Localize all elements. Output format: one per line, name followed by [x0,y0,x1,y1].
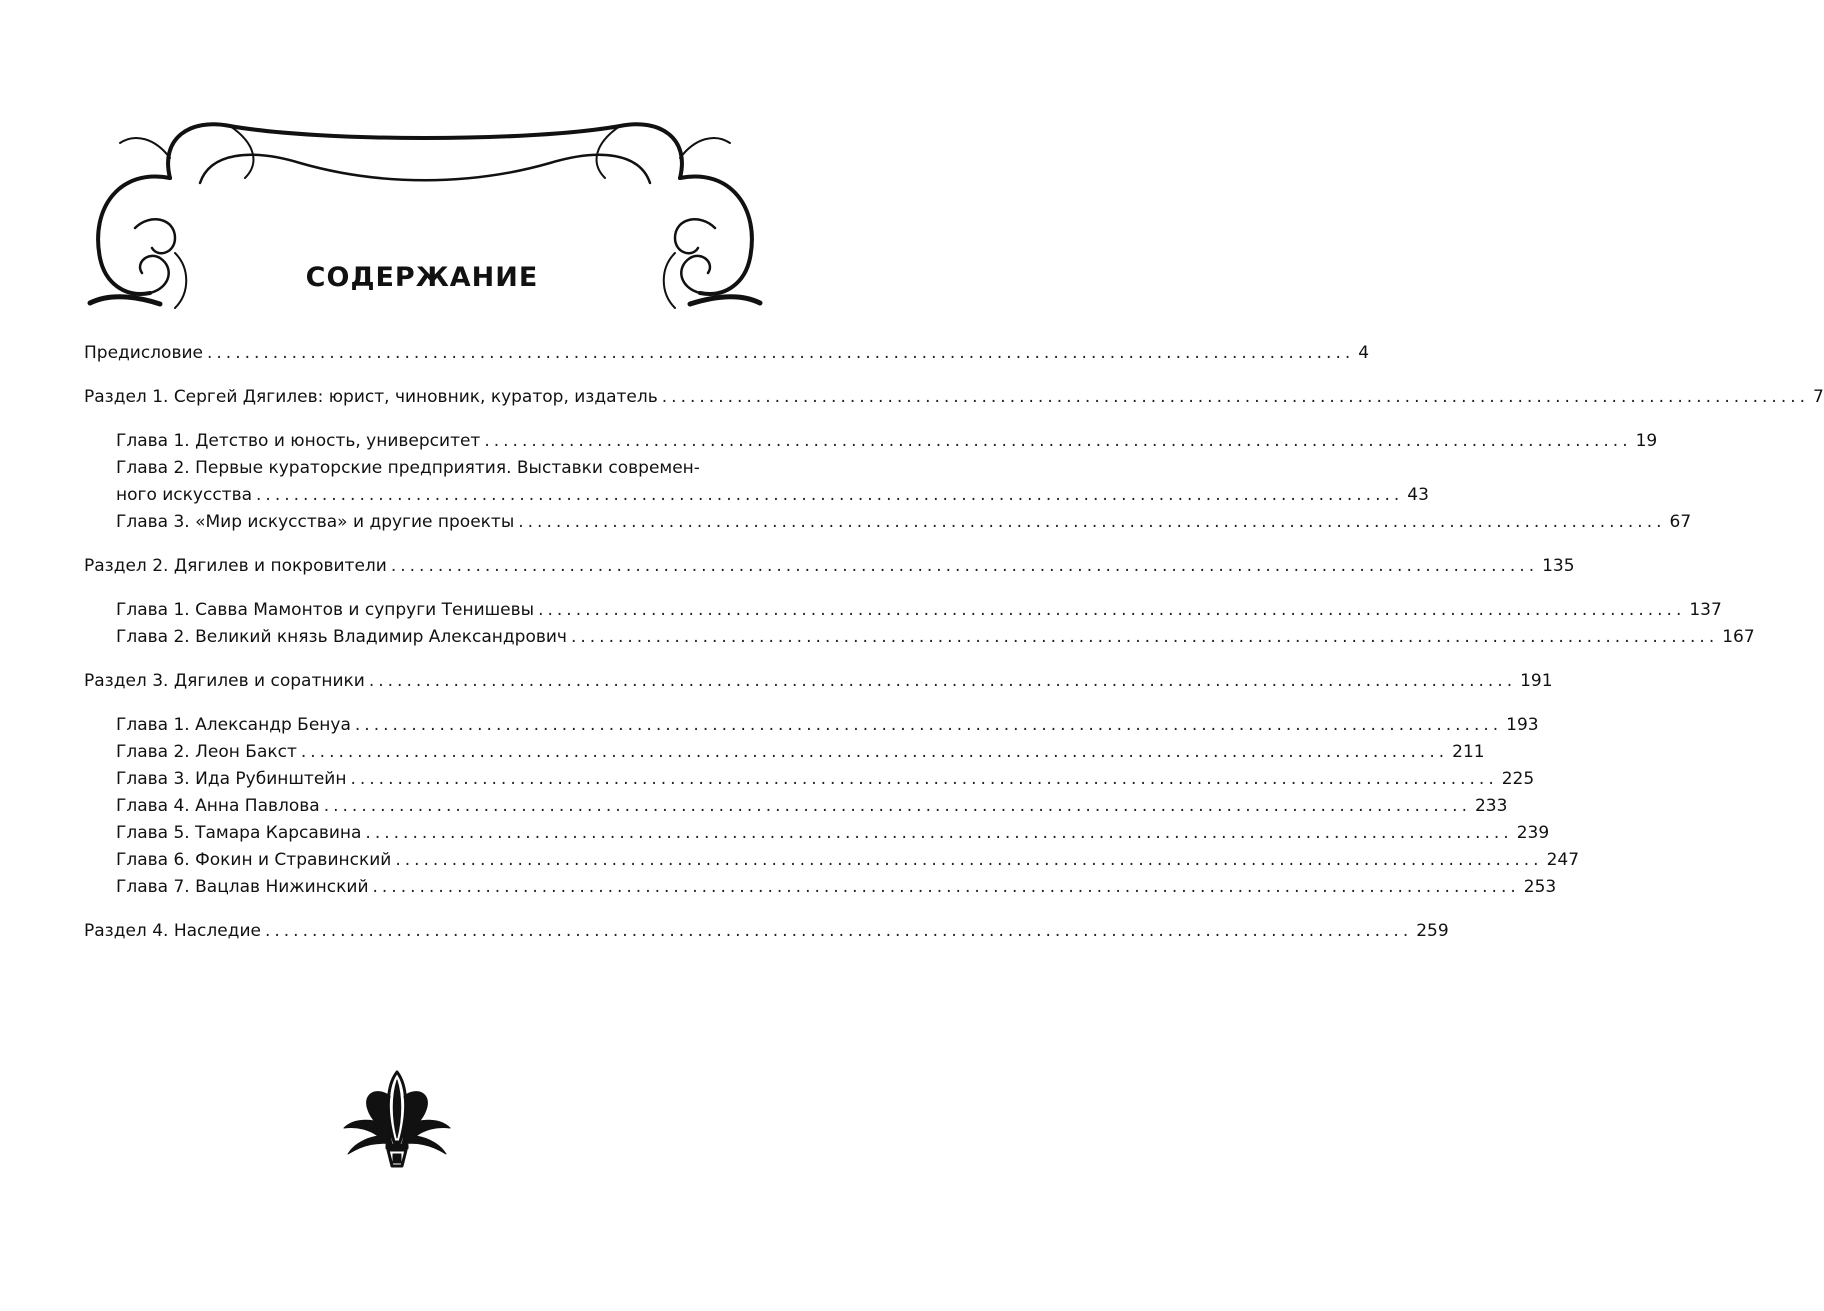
leader-dots: .......................................................................................................................... [256,485,1404,505]
toc-entry-title: Раздел 4. Наследие [84,921,261,941]
leader-dots: .......................................................................................................................... [300,742,1449,762]
toc-entry-title: Глава 1. Александр Бенуа [116,715,351,735]
toc-entry-section-2 [84,553,1575,580]
toc-entry-chapter [84,597,1722,624]
toc-entry-title: Глава 4. Анна Павлова [116,796,320,816]
toc-entry-title-line2: ного искусства [116,485,253,505]
toc-entry-title: Раздел 3. Дягилев и соратники [84,671,365,691]
leader-dots: .......................................................................................................................... [365,823,1513,843]
floral-ornament-icon [338,1066,456,1172]
leader-dots: .......................................................................................................................... [390,556,1539,576]
table-of-contents [84,340,1824,945]
leader-dots: .......................................................................................................................... [354,715,1503,735]
toc-entry-chapter [84,793,1508,820]
toc-entry-chapter [84,482,1429,509]
toc-entry-page: 233 [1474,796,1508,816]
toc-entry-chapter [84,739,1485,766]
toc-entry-page: 43 [1407,485,1429,505]
toc-entry-chapter [84,428,1658,455]
leader-dots: .......................................................................................................................... [206,343,1355,363]
leader-dots: .......................................................................................................................... [395,850,1543,870]
toc-entry-chapter [84,712,1539,739]
toc-entry-page: 19 [1635,431,1658,451]
toc-entry-page: 4 [1358,343,1370,363]
toc-entry-title: Глава 2. Леон Бакст [116,742,297,762]
page-title: СОДЕРЖАНИЕ [305,262,539,293]
toc-entry-chapter [84,847,1580,874]
toc-entry-section-4 [84,918,1449,945]
toc-entry-title: Глава 3. «Мир искусства» и другие проекты [116,512,515,532]
toc-entry-page: 135 [1542,556,1575,576]
toc-entry-page: 7 [1813,387,1824,407]
toc-entry-title: Глава 1. Детство и юность, университет [116,431,481,451]
toc-entry-chapter [84,766,1535,793]
toc-entry-title: Глава 7. Вацлав Нижинский [116,877,369,897]
toc-entry-page: 67 [1669,512,1692,532]
toc-entry-page: 247 [1546,850,1580,870]
leader-dots: .......................................................................................................................... [538,600,1686,620]
toc-entry-section-1 [84,384,1824,411]
leader-dots: .......................................................................................................................... [570,627,1719,647]
toc-entry-page: 253 [1523,877,1557,897]
leader-dots: .......................................................................................................................... [372,877,1520,897]
toc-entry-preface [84,340,1370,367]
toc-entry-title: Глава 2. Великий князь Владимир Александрович [116,627,567,647]
toc-entry-chapter [84,624,1755,651]
toc-entry-page: 259 [1416,921,1449,941]
toc-entry-title: Предисловие [84,343,203,363]
leader-dots: .......................................................................................................................... [661,387,1810,407]
toc-entry-page: 137 [1689,600,1722,620]
toc-entry-title: Раздел 2. Дягилев и покровители [84,556,387,576]
toc-entry-chapter [84,874,1557,901]
toc-entry-page: 239 [1516,823,1550,843]
leader-dots: .......................................................................................................................... [368,671,1517,691]
toc-entry-chapter [84,820,1550,847]
toc-entry-page: 167 [1722,627,1755,647]
toc-entry-chapter [84,509,1692,536]
toc-entry-title: Глава 5. Тамара Карсавина [116,823,362,843]
toc-entry-title: Глава 6. Фокин и Стравинский [116,850,392,870]
toc-entry-title: Раздел 1. Сергей Дягилев: юрист, чиновник, куратор, издатель [84,387,658,407]
leader-dots: .......................................................................................................................... [484,431,1632,451]
toc-entry-page: 225 [1501,769,1535,789]
toc-entry-title: Глава 1. Савва Мамонтов и супруги Тенишевы [116,600,535,620]
toc-entry-page: 191 [1520,671,1553,691]
leader-dots: .......................................................................................................................... [323,796,1471,816]
leader-dots: .......................................................................................................................... [350,769,1498,789]
toc-entry-page: 193 [1506,715,1539,735]
toc-entry-title: Глава 3. Ида Рубинштейн [116,769,347,789]
toc-entry-page: 211 [1452,742,1485,762]
toc-entry-title-line1: Глава 2. Первые кураторские предприятия. Выставки современ- [116,458,700,478]
toc-entry-section-3 [84,668,1553,695]
leader-dots: .......................................................................................................................... [264,921,1413,941]
leader-dots: .......................................................................................................................... [518,512,1666,532]
